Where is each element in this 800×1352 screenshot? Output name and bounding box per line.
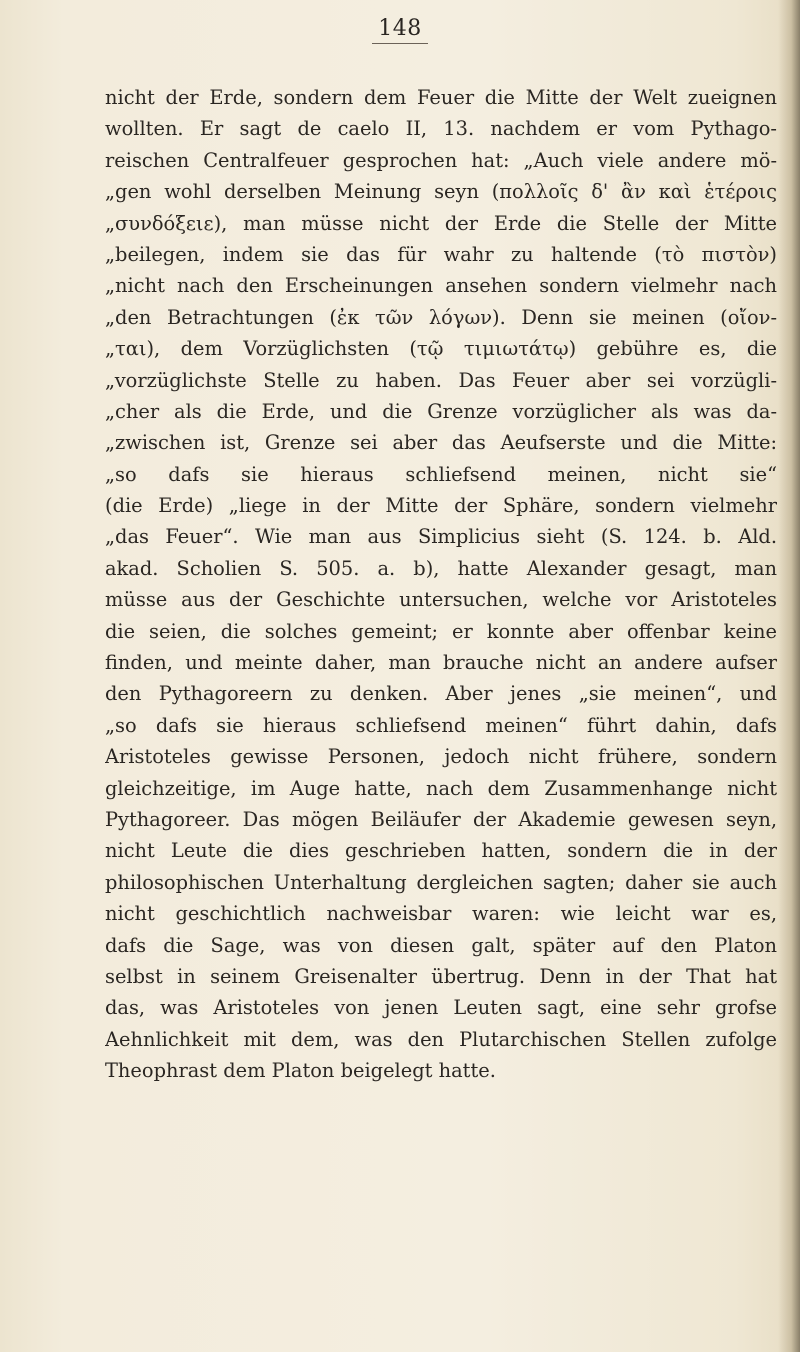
- text-line: Aehnlichkeit mit dem, was den Plutarchischen Stellen zufolge: [105, 1027, 777, 1051]
- text-line: „cher als die Erde, und die Grenze vorzüglicher als was da-: [105, 399, 777, 423]
- text-line: finden, und meinte daher, man brauche nicht an andere aufser: [105, 651, 777, 675]
- text-line: „zwischen ist, Grenze sei aber das Aeufserste und die Mitte:: [105, 431, 777, 455]
- text-line: akad. Scholien S. 505. a. b), hatte Alexander gesagt, man: [105, 556, 777, 580]
- text-line: nicht Leute die dies geschrieben hatten, sondern die in der: [105, 839, 777, 863]
- text-line: „συνδόξειε), man müsse nicht der Erde die Stelle der Mitte: [105, 211, 777, 235]
- body-text: [105, 82, 777, 1087]
- text-line: „beilegen, indem sie das für wahr zu haltende (τὸ πιστὸν): [105, 242, 777, 266]
- text-line: den Pythagoreern zu denken. Aber jenes „sie meinen“, und: [105, 682, 777, 706]
- page-edge-shadow: [778, 0, 800, 1352]
- text-line: Aristoteles gewisse Personen, jedoch nicht frühere, sondern: [105, 745, 777, 769]
- page-number: [0, 16, 800, 44]
- text-line: nicht der Erde, sondern dem Feuer die Mitte der Welt zueignen: [105, 86, 777, 109]
- text-line: selbst in seinem Greisenalter übertrug. Denn in der That hat: [105, 964, 777, 988]
- text-line: gleichzeitige, im Auge hatte, nach dem Zusammenhange nicht: [105, 776, 777, 800]
- page-number-text: 148: [372, 16, 428, 44]
- text-line: „das Feuer“. Wie man aus Simplicius sieht (S. 124. b. Ald.: [105, 525, 777, 549]
- text-line: „so dafs sie hieraus schliefsend meinen“ führt dahin, dafs: [105, 713, 777, 737]
- text-line: „ται), dem Vorzüglichsten (τῷ τιμιωτάτῳ) gebühre es, die: [105, 337, 777, 361]
- text-line: „vorzüglichste Stelle zu haben. Das Feuer aber sei vorzügli-: [105, 368, 777, 392]
- text-line: „gen wohl derselben Meinung seyn (πολλοῖς δ' ἂν καὶ ἑτέροις: [105, 180, 777, 204]
- text-line: müsse aus der Geschichte untersuchen, welche vor Aristoteles: [105, 588, 777, 612]
- text-line: „nicht nach den Erscheinungen ansehen sondern vielmehr nach: [105, 274, 777, 298]
- text-line: nicht geschichtlich nachweisbar waren: wie leicht war es,: [105, 902, 777, 926]
- text-line: philosophischen Unterhaltung dergleichen sagten; daher sie auch: [105, 870, 777, 894]
- text-line: das, was Aristoteles von jenen Leuten sagt, eine sehr grofse: [105, 996, 777, 1020]
- text-line: wollten. Er sagt de caelo II, 13. nachdem er vom Pythago-: [105, 117, 777, 141]
- text-line: reischen Centralfeuer gesprochen hat: „Auch viele andere mö-: [105, 148, 777, 172]
- text-line: (die Erde) „liege in der Mitte der Sphäre, sondern vielmehr: [105, 494, 777, 518]
- text-line: „den Betrachtungen (ἐκ τῶν λόγων). Denn sie meinen (οἴον-: [105, 305, 777, 329]
- text-line: „so dafs sie hieraus schliefsend meinen, nicht sie“: [105, 462, 777, 486]
- text-line: dafs die Sage, was von diesen galt, später auf den Platon: [105, 933, 777, 957]
- text-line: die seien, die solches gemeint; er konnte aber offenbar keine: [105, 619, 777, 643]
- text-line: Theophrast dem Platon beigelegt hatte.: [105, 1059, 496, 1083]
- text-line: Pythagoreer. Das mögen Beiläufer der Akademie gewesen seyn,: [105, 807, 777, 831]
